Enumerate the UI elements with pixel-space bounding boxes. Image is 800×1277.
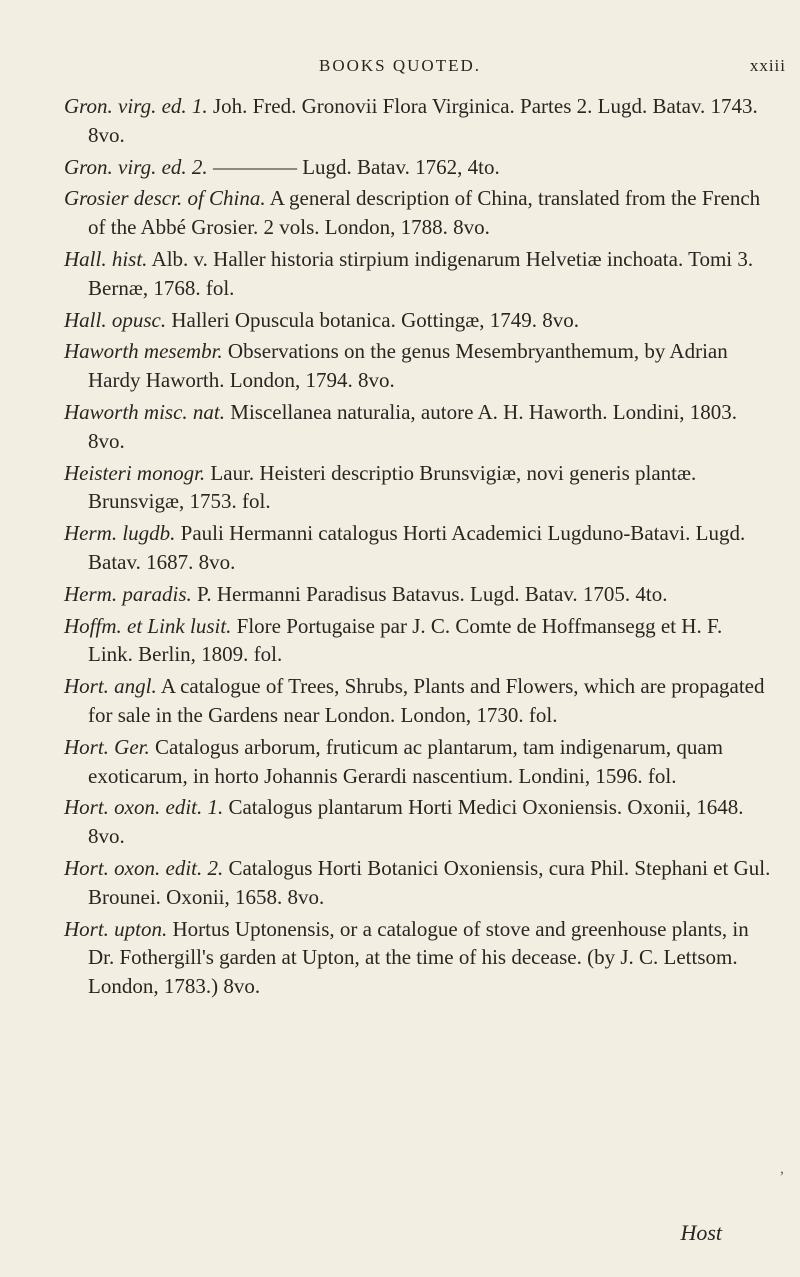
entry-text: Catalogus Horti Botanici Oxoniensis, cura Phil. Stephani et Gul. Brounei. Oxonii, 1658. 8vo. <box>88 855 771 909</box>
page-header <box>0 56 800 82</box>
entry-abbreviation: Hort. Ger. <box>64 734 150 759</box>
bibliography-entry <box>64 398 772 456</box>
entry-text: P. Hermanni Paradisus Batavus. Lugd. Batav. 1705. 4to. <box>197 581 668 606</box>
entry-abbreviation: Hort. angl. <box>64 674 157 699</box>
bibliography-list <box>64 92 772 1004</box>
entry-abbreviation: Hort. oxon. edit. 2. <box>64 855 224 880</box>
running-title: BOOKS QUOTED. <box>319 56 481 75</box>
entry-text: Catalogus arborum, fruticum ac plantarum, tam indigenarum, quam exoticarum, in horto Johannis Gerardi nascentium. Londini, 1596. fol. <box>88 734 724 788</box>
bibliography-entry <box>64 153 772 182</box>
entry-text: A general description of China, translated from the French of the Abbé Grosier. 2 vols. London, 1788. 8vo. <box>88 186 761 240</box>
catchword: Host <box>680 1220 722 1245</box>
entry-text: Catalogus plantarum Horti Medici Oxoniensis. Oxonii, 1648. 8vo. <box>88 795 744 849</box>
entry-text: A catalogue of Trees, Shrubs, Plants and Flowers, which are propagated for sale in the Gardens near London. London, 1730. fol. <box>88 674 765 727</box>
entry-text: Joh. Fred. Gronovii Flora Virginica. Partes 2. Lugd. Batav. 1743. 8vo. <box>88 94 758 147</box>
bibliography-entry <box>64 854 772 912</box>
entry-abbreviation: Heisteri monogr. <box>64 460 206 485</box>
entry-abbreviation: Herm. paradis. <box>64 581 192 606</box>
bibliography-entry <box>64 459 772 517</box>
entry-abbreviation: Hall. hist. <box>64 246 148 271</box>
entry-text: Pauli Hermanni catalogus Horti Academici Lugduno-Batavi. Lugd. Batav. 1687. 8vo. <box>88 521 746 574</box>
entry-text: ———— Lugd. Batav. 1762, 4to. <box>212 154 500 179</box>
bibliography-entry <box>64 337 772 395</box>
bibliography-entry <box>64 245 772 303</box>
entry-abbreviation: Grosier descr. of China. <box>64 186 266 211</box>
entry-text: Hortus Uptonensis, or a catalogue of stove and greenhouse plants, in Dr. Fothergill's garden at Upton, at the time of his decease. (by J. C. Lettsom. London, 1783.) 8vo. <box>88 916 749 999</box>
entry-text: Alb. v. Haller historia stirpium indigenarum Helvetiæ inchoata. Tomi 3. Bernæ, 1768. fol. <box>88 246 754 300</box>
bibliography-entry <box>64 672 772 730</box>
entry-abbreviation: Herm. lugdb. <box>64 521 176 546</box>
bibliography-entry <box>64 519 772 577</box>
margin-mark: , <box>780 1160 784 1177</box>
entry-abbreviation: Haworth misc. nat. <box>64 399 226 424</box>
page-number: xxiii <box>749 56 786 75</box>
entry-abbreviation: Hort. oxon. edit. 1. <box>64 795 224 820</box>
entry-text: Miscellanea naturalia, autore A. H. Haworth. Londini, 1803. 8vo. <box>88 399 738 453</box>
bibliography-entry <box>64 793 772 851</box>
bibliography-entry <box>64 306 772 335</box>
bibliography-entry <box>64 92 772 150</box>
bibliography-entry <box>64 184 772 242</box>
entry-abbreviation: Hoffm. et Link lusit. <box>64 613 232 638</box>
bibliography-entry <box>64 612 772 670</box>
entry-abbreviation: Haworth mesembr. <box>64 339 223 364</box>
bibliography-entry <box>64 733 772 791</box>
bibliography-entry <box>64 915 772 1001</box>
entry-text: Halleri Opuscula botanica. Gottingæ, 1749. 8vo. <box>171 307 580 332</box>
entry-abbreviation: Hall. opusc. <box>64 307 167 332</box>
entry-abbreviation: Gron. virg. ed. 2. <box>64 154 208 179</box>
entry-abbreviation: Hort. upton. <box>64 916 168 941</box>
entry-text: Laur. Heisteri descriptio Brunsvigiæ, novi generis plantæ. Brunsvigæ, 1753. fol. <box>88 460 697 514</box>
entry-text: Observations on the genus Mesembryanthemum, by Adrian Hardy Haworth. London, 1794. 8vo. <box>88 339 728 393</box>
bibliography-entry <box>64 580 772 609</box>
entry-abbreviation: Gron. virg. ed. 1. <box>64 94 208 118</box>
entry-text: Flore Portugaise par J. C. Comte de Hoffmansegg et H. F. Link. Berlin, 1809. fol. <box>88 613 723 667</box>
